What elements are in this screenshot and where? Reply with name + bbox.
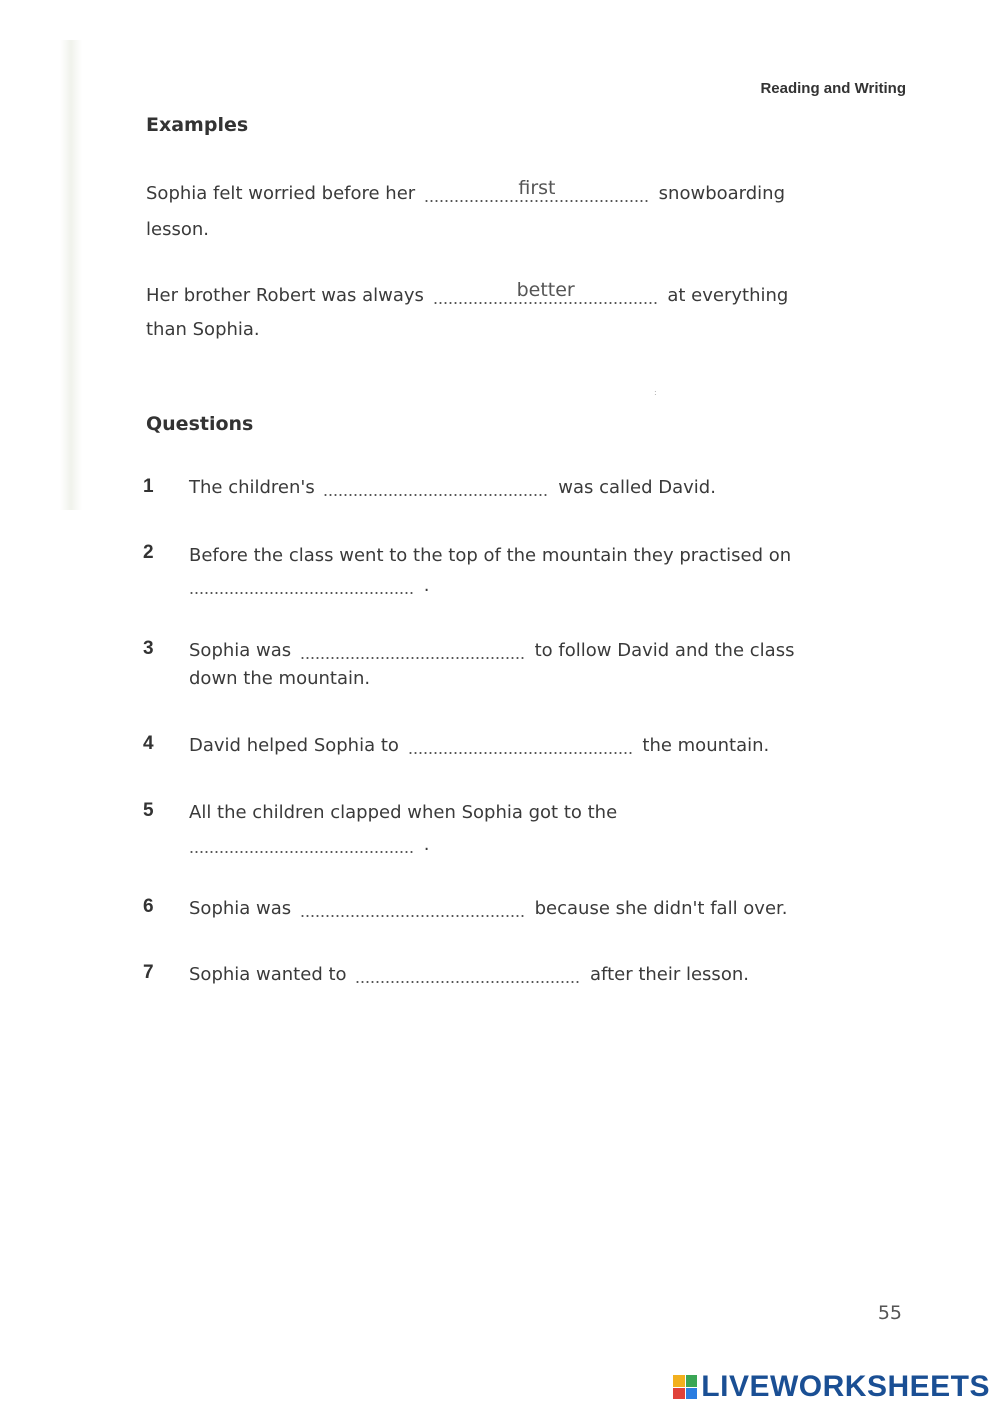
example-1-answer: first [518,177,556,199]
page-number: 55 [877,1302,902,1324]
question-2-line: Before the class went to the top of the mountain they practised on [189,545,792,566]
question-3-before: Sophia was [189,640,292,661]
question-4-after: the mountain. [642,735,770,756]
question-5-continuation: . [423,834,430,855]
question-7-line [189,963,749,987]
question-1-blank[interactable] [323,477,549,497]
example-1-blank [424,177,650,203]
example-2-after: at everything [667,285,789,306]
question-4-number: 4 [143,733,154,754]
question-2-blank[interactable] [189,575,415,595]
question-6-blank[interactable] [300,898,526,918]
example-1-continuation: lesson. [146,219,209,240]
liveworksheets-logo-icon [673,1375,697,1399]
example-1-after: snowboarding [658,183,786,204]
scan-speck: : [654,388,657,397]
question-2-continuation: . [423,575,430,596]
section-label: Reading and Writing [760,80,906,97]
question-7-blank[interactable] [355,964,581,984]
page-binding-shadow [60,40,82,510]
question-1-line [189,476,716,500]
questions-heading: Questions [146,413,254,435]
question-5-line: All the children clapped when Sophia got to the [189,802,618,823]
question-7-number: 7 [143,962,154,983]
question-6-before: Sophia was [189,898,292,919]
question-5-number: 5 [143,800,154,821]
question-3-number: 3 [143,638,154,659]
question-4-line [189,734,769,758]
example-2-before: Her brother Robert was always [146,285,424,306]
example-1-before: Sophia felt worried before her [146,183,416,204]
question-5-blank[interactable] [189,834,415,854]
question-4-before: David helped Sophia to [189,735,399,756]
question-7-before: Sophia wanted to [189,964,347,985]
example-1-line [146,177,786,206]
question-1-number: 1 [143,476,154,497]
liveworksheets-wordmark: LIVEWORKSHEETS [701,1370,990,1403]
question-7-after: after their lesson. [590,964,749,985]
question-4-blank[interactable] [408,735,634,755]
question-2-number: 2 [143,542,154,563]
question-3-after: to follow David and the class [534,640,795,661]
question-3-continuation: down the mountain. [189,668,371,689]
question-1-after: was called David. [558,477,716,498]
question-6-after: because she didn't fall over. [534,898,788,919]
example-2-line [146,279,789,308]
question-6-number: 6 [143,896,154,917]
question-5-continuation-line [186,833,429,857]
question-3-blank[interactable] [300,640,526,660]
question-1-before: The children's [189,477,315,498]
examples-heading: Examples [146,114,249,136]
example-2-blank [433,279,659,305]
example-2-continuation: than Sophia. [146,319,260,340]
question-2-continuation-line [186,574,429,598]
question-3-line [189,639,794,663]
liveworksheets-brand[interactable] [673,1370,990,1404]
question-6-line [189,897,788,921]
example-2-answer: better [516,279,575,301]
